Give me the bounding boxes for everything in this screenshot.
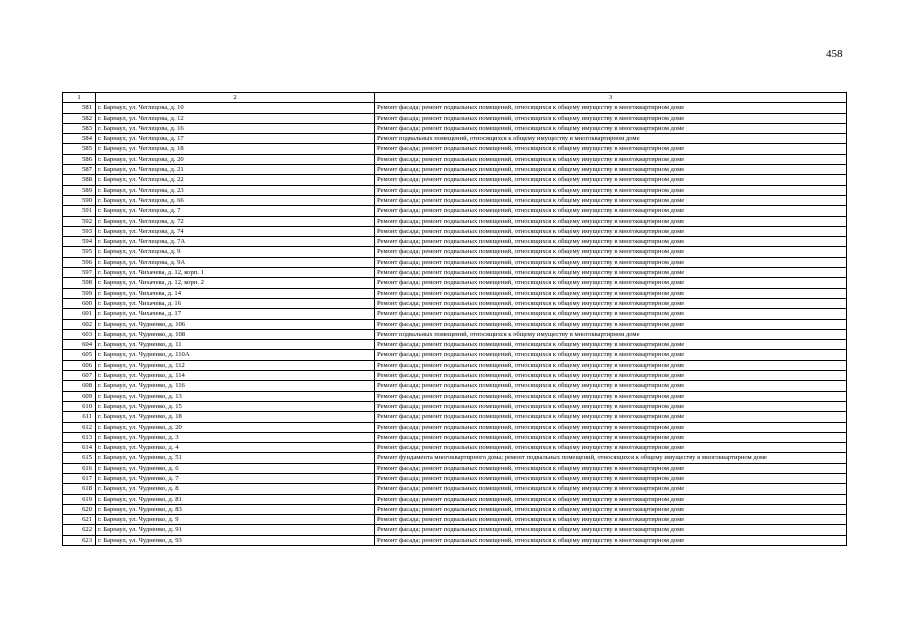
row-number: 619	[63, 494, 96, 504]
row-number: 612	[63, 422, 96, 432]
row-number: 594	[63, 237, 96, 247]
column-header-number: 1	[63, 93, 96, 103]
row-number: 607	[63, 371, 96, 381]
row-address: г. Барнаул, ул. Чихачева, д. 14	[96, 288, 375, 298]
row-number: 610	[63, 401, 96, 411]
row-number: 603	[63, 329, 96, 339]
row-number: 621	[63, 515, 96, 525]
row-address: г. Барнаул, ул. Чудненко, д. 91	[96, 525, 375, 535]
row-number: 605	[63, 350, 96, 360]
row-address: г. Барнаул, ул. Чудненко, д. 110А	[96, 350, 375, 360]
table-row	[63, 371, 847, 381]
row-address: г. Барнаул, ул. Чихачева, д. 12, корп. 1	[96, 268, 375, 278]
table-row	[63, 144, 847, 154]
row-number: 584	[63, 134, 96, 144]
row-address: г. Барнаул, ул. Чудненко, д. 11	[96, 340, 375, 350]
table-row	[63, 278, 847, 288]
row-number: 587	[63, 165, 96, 175]
row-address: г. Барнаул, ул. Чудненко, д. 20	[96, 422, 375, 432]
row-works: Ремонт фасада; ремонт подвальных помещений, относящихся к общему имуществу в многоквартирном доме	[375, 195, 847, 205]
row-works: Ремонт подвальных помещений, относящихся к общему имуществу в многоквартирном доме	[375, 329, 847, 339]
row-works: Ремонт фасада; ремонт подвальных помещений, относящихся к общему имуществу в многоквартирном доме	[375, 494, 847, 504]
table-row	[63, 329, 847, 339]
table-row	[63, 391, 847, 401]
row-works: Ремонт фасада; ремонт подвальных помещений, относящихся к общему имуществу в многоквартирном доме	[375, 525, 847, 535]
row-works: Ремонт фасада; ремонт подвальных помещений, относящихся к общему имуществу в многоквартирном доме	[375, 113, 847, 123]
row-address: г. Барнаул, ул. Чеглецова, д. 9А	[96, 257, 375, 267]
row-number: 602	[63, 319, 96, 329]
row-works: Ремонт фасада; ремонт подвальных помещений, относящихся к общему имуществу в многоквартирном доме	[375, 443, 847, 453]
row-works: Ремонт фасада; ремонт подвальных помещений, относящихся к общему имуществу в многоквартирном доме	[375, 484, 847, 494]
row-works: Ремонт фасада; ремонт подвальных помещений, относящихся к общему имуществу в многоквартирном доме	[375, 144, 847, 154]
row-address: г. Барнаул, ул. Чудненко, д. 116	[96, 381, 375, 391]
row-address: г. Барнаул, ул. Чеглецова, д. 72	[96, 216, 375, 226]
row-number: 606	[63, 360, 96, 370]
row-number: 591	[63, 206, 96, 216]
row-works: Ремонт фасада; ремонт подвальных помещений, относящихся к общему имуществу в многоквартирном доме	[375, 432, 847, 442]
row-address: г. Барнаул, ул. Чеглецова, д. 7	[96, 206, 375, 216]
table-row	[63, 175, 847, 185]
row-number: 593	[63, 226, 96, 236]
row-address: г. Барнаул, ул. Чудненко, д. 8	[96, 484, 375, 494]
table-row	[63, 113, 847, 123]
row-address: г. Барнаул, ул. Чудненко, д. 4	[96, 443, 375, 453]
row-number: 608	[63, 381, 96, 391]
row-works: Ремонт фасада; ремонт подвальных помещений, относящихся к общему имуществу в многоквартирном доме	[375, 103, 847, 113]
row-number: 595	[63, 247, 96, 257]
row-works: Ремонт фасада; ремонт подвальных помещений, относящихся к общему имуществу в многоквартирном доме	[375, 278, 847, 288]
row-number: 586	[63, 154, 96, 164]
row-works: Ремонт фасада; ремонт подвальных помещений, относящихся к общему имуществу в многоквартирном доме	[375, 422, 847, 432]
row-works: Ремонт фасада; ремонт подвальных помещений, относящихся к общему имуществу в многоквартирном доме	[375, 268, 847, 278]
table-row	[63, 443, 847, 453]
row-works: Ремонт подвальных помещений, относящихся к общему имуществу в многоквартирном доме	[375, 134, 847, 144]
table-row	[63, 525, 847, 535]
row-works: Ремонт фасада; ремонт подвальных помещений, относящихся к общему имуществу в многоквартирном доме	[375, 535, 847, 545]
row-number: 609	[63, 391, 96, 401]
row-works: Ремонт фасада; ремонт подвальных помещений, относящихся к общему имуществу в многоквартирном доме	[375, 412, 847, 422]
row-works: Ремонт фасада; ремонт подвальных помещений, относящихся к общему имуществу в многоквартирном доме	[375, 226, 847, 236]
row-address: г. Барнаул, ул. Чеглецова, д. 17	[96, 134, 375, 144]
row-address: г. Барнаул, ул. Чудненко, д. 9	[96, 515, 375, 525]
page-number: 458	[826, 48, 843, 60]
row-number: 588	[63, 175, 96, 185]
row-number: 600	[63, 298, 96, 308]
row-address: г. Барнаул, ул. Чудненко, д. 106	[96, 319, 375, 329]
row-works: Ремонт фасада; ремонт подвальных помещений, относящихся к общему имуществу в многоквартирном доме	[375, 504, 847, 514]
row-works: Ремонт фасада; ремонт подвальных помещений, относящихся к общему имуществу в многоквартирном доме	[375, 288, 847, 298]
table-row	[63, 309, 847, 319]
row-address: г. Барнаул, ул. Чудненко, д. 6	[96, 463, 375, 473]
table-row	[63, 247, 847, 257]
row-works: Ремонт фасада; ремонт подвальных помещений, относящихся к общему имуществу в многоквартирном доме	[375, 391, 847, 401]
table-row	[63, 123, 847, 133]
row-number: 582	[63, 113, 96, 123]
table-row	[63, 195, 847, 205]
registry-table	[62, 92, 847, 546]
row-works: Ремонт фасада; ремонт подвальных помещений, относящихся к общему имуществу в многоквартирном доме	[375, 360, 847, 370]
row-works: Ремонт фасада; ремонт подвальных помещений, относящихся к общему имуществу в многоквартирном доме	[375, 123, 847, 133]
table-row	[63, 226, 847, 236]
table-row	[63, 515, 847, 525]
row-number: 616	[63, 463, 96, 473]
row-address: г. Барнаул, ул. Чихачева, д. 12, корп. 2	[96, 278, 375, 288]
row-number: 596	[63, 257, 96, 267]
table-row	[63, 360, 847, 370]
row-number: 604	[63, 340, 96, 350]
table-row	[63, 298, 847, 308]
row-address: г. Барнаул, ул. Чеглецова, д. 9	[96, 247, 375, 257]
table-row	[63, 401, 847, 411]
row-number: 599	[63, 288, 96, 298]
row-address: г. Барнаул, ул. Чеглецова, д. 12	[96, 113, 375, 123]
table-row	[63, 154, 847, 164]
row-works: Ремонт фасада; ремонт подвальных помещений, относящихся к общему имуществу в многоквартирном доме	[375, 463, 847, 473]
table-row	[63, 288, 847, 298]
row-number: 598	[63, 278, 96, 288]
row-works: Ремонт фасада; ремонт подвальных помещений, относящихся к общему имуществу в многоквартирном доме	[375, 340, 847, 350]
row-number: 590	[63, 195, 96, 205]
row-number: 597	[63, 268, 96, 278]
row-address: г. Барнаул, ул. Чеглецова, д. 22	[96, 175, 375, 185]
column-header-works: 3	[375, 93, 847, 103]
row-number: 614	[63, 443, 96, 453]
row-works: Ремонт фасада; ремонт подвальных помещений, относящихся к общему имуществу в многоквартирном доме	[375, 401, 847, 411]
table-row	[63, 484, 847, 494]
table-row	[63, 134, 847, 144]
row-address: г. Барнаул, ул. Чеглецова, д. 16	[96, 123, 375, 133]
row-address: г. Барнаул, ул. Чудненко, д. 81	[96, 494, 375, 504]
row-works: Ремонт фасада; ремонт подвальных помещений, относящихся к общему имуществу в многоквартирном доме	[375, 185, 847, 195]
row-address: г. Барнаул, ул. Чудненко, д. 51	[96, 453, 375, 463]
row-address: г. Барнаул, ул. Чихачева, д. 16	[96, 298, 375, 308]
column-header-address: 2	[96, 93, 375, 103]
row-works: Ремонт фасада; ремонт подвальных помещений, относящихся к общему имуществу в многоквартирном доме	[375, 216, 847, 226]
row-works: Ремонт фасада; ремонт подвальных помещений, относящихся к общему имуществу в многоквартирном доме	[375, 350, 847, 360]
row-address: г. Барнаул, ул. Чудненко, д. 108	[96, 329, 375, 339]
table-row	[63, 257, 847, 267]
table-row	[63, 340, 847, 350]
row-number: 617	[63, 473, 96, 483]
row-number: 601	[63, 309, 96, 319]
row-address: г. Барнаул, ул. Чеглецова, д. 66	[96, 195, 375, 205]
table-row	[63, 206, 847, 216]
row-address: г. Барнаул, ул. Чеглецова, д. 20	[96, 154, 375, 164]
table-row	[63, 268, 847, 278]
row-address: г. Барнаул, ул. Чеглецова, д. 10	[96, 103, 375, 113]
row-number: 585	[63, 144, 96, 154]
row-address: г. Барнаул, ул. Чеглецова, д. 18	[96, 144, 375, 154]
table-row	[63, 412, 847, 422]
row-address: г. Барнаул, ул. Чихачева, д. 17	[96, 309, 375, 319]
row-works: Ремонт фасада; ремонт подвальных помещений, относящихся к общему имуществу в многоквартирном доме	[375, 515, 847, 525]
row-number: 592	[63, 216, 96, 226]
row-number: 615	[63, 453, 96, 463]
row-address: г. Барнаул, ул. Чеглецова, д. 74	[96, 226, 375, 236]
row-works: Ремонт фасада; ремонт подвальных помещений, относящихся к общему имуществу в многоквартирном доме	[375, 319, 847, 329]
table-row	[63, 319, 847, 329]
row-works: Ремонт фасада; ремонт подвальных помещений, относящихся к общему имуществу в многоквартирном доме	[375, 237, 847, 247]
row-works: Ремонт фасада; ремонт подвальных помещений, относящихся к общему имуществу в многоквартирном доме	[375, 298, 847, 308]
row-address: г. Барнаул, ул. Чудненко, д. 18	[96, 412, 375, 422]
row-number: 620	[63, 504, 96, 514]
table-row	[63, 165, 847, 175]
row-number: 618	[63, 484, 96, 494]
row-address: г. Барнаул, ул. Чеглецова, д. 23	[96, 185, 375, 195]
row-works: Ремонт фасада; ремонт подвальных помещений, относящихся к общему имуществу в многоквартирном доме	[375, 247, 847, 257]
row-address: г. Барнаул, ул. Чудненко, д. 114	[96, 371, 375, 381]
table-row	[63, 504, 847, 514]
row-works: Ремонт фасада; ремонт подвальных помещений, относящихся к общему имуществу в многоквартирном доме	[375, 206, 847, 216]
row-address: г. Барнаул, ул. Чеглецова, д. 7А	[96, 237, 375, 247]
row-works: Ремонт фасада; ремонт подвальных помещений, относящихся к общему имуществу в многоквартирном доме	[375, 371, 847, 381]
table-row	[63, 381, 847, 391]
table-row	[63, 494, 847, 504]
table-row	[63, 463, 847, 473]
table-row	[63, 453, 847, 463]
row-number: 623	[63, 535, 96, 545]
row-works: Ремонт фасада; ремонт подвальных помещений, относящихся к общему имуществу в многоквартирном доме	[375, 165, 847, 175]
row-address: г. Барнаул, ул. Чудненко, д. 112	[96, 360, 375, 370]
row-works: Ремонт фасада; ремонт подвальных помещений, относящихся к общему имуществу в многоквартирном доме	[375, 473, 847, 483]
table-row	[63, 535, 847, 545]
row-address: г. Барнаул, ул. Чудненко, д. 83	[96, 504, 375, 514]
table-row	[63, 237, 847, 247]
row-works: Ремонт фасада; ремонт подвальных помещений, относящихся к общему имуществу в многоквартирном доме	[375, 309, 847, 319]
row-number: 613	[63, 432, 96, 442]
row-number: 583	[63, 123, 96, 133]
table-row	[63, 185, 847, 195]
table-row	[63, 473, 847, 483]
row-address: г. Барнаул, ул. Чудненко, д. 3	[96, 432, 375, 442]
row-address: г. Барнаул, ул. Чудненко, д. 13	[96, 391, 375, 401]
row-address: г. Барнаул, ул. Чудненко, д. 15	[96, 401, 375, 411]
row-address: г. Барнаул, ул. Чудненко, д. 93	[96, 535, 375, 545]
table-header-row	[63, 93, 847, 103]
row-works: Ремонт фундамента многоквартирного дома; ремонт подвальных помещений, относящихся к общему имуществу в многоквартирном доме	[375, 453, 847, 463]
row-works: Ремонт фасада; ремонт подвальных помещений, относящихся к общему имуществу в многоквартирном доме	[375, 154, 847, 164]
row-address: г. Барнаул, ул. Чеглецова, д. 21	[96, 165, 375, 175]
row-works: Ремонт фасада; ремонт подвальных помещений, относящихся к общему имуществу в многоквартирном доме	[375, 257, 847, 267]
table-row	[63, 216, 847, 226]
table-row	[63, 432, 847, 442]
row-number: 589	[63, 185, 96, 195]
row-number: 622	[63, 525, 96, 535]
row-number: 611	[63, 412, 96, 422]
row-number: 581	[63, 103, 96, 113]
row-address: г. Барнаул, ул. Чудненко, д. 7	[96, 473, 375, 483]
table-row	[63, 103, 847, 113]
row-works: Ремонт фасада; ремонт подвальных помещений, относящихся к общему имуществу в многоквартирном доме	[375, 175, 847, 185]
row-works: Ремонт фасада; ремонт подвальных помещений, относящихся к общему имуществу в многоквартирном доме	[375, 381, 847, 391]
table-row	[63, 422, 847, 432]
table-row	[63, 350, 847, 360]
